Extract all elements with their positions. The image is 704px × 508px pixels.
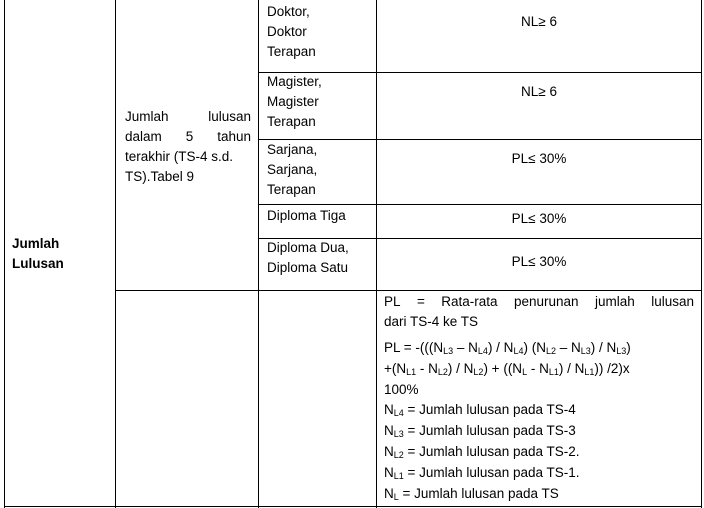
target-sarjana: PL≤ 30%	[511, 151, 567, 166]
level-diploma-dua-satu: Diploma Dua, Diploma Satu	[267, 240, 349, 275]
target-diploma-dua-satu: PL≤ 30%	[511, 254, 567, 269]
criterion-label: Jumlah Lulusan	[12, 236, 64, 271]
level-diploma-tiga: Diploma Tiga	[267, 208, 346, 223]
level-magister: Magister, Magister Terapan	[267, 74, 322, 129]
level-doktor: Doktor, Doktor Terapan	[267, 4, 316, 59]
target-doktor: NL≥ 6	[521, 14, 557, 29]
pl-definition: PL = Rata-rata penurunan jumlah lulusan	[384, 294, 694, 309]
target-diploma-tiga: PL≤ 30%	[511, 211, 567, 226]
definition-nl3: $N_{L3}$ = Jumlah lulusan pada TS-3	[384, 423, 576, 439]
description-text: Jumlah lulusan dalam 5 tahun terakhir (TS-4 s.d. TS).Tabel 9	[125, 109, 251, 184]
definition-nl4: $N_{L4}$ = Jumlah lulusan pada TS-4	[384, 402, 576, 418]
level-sarjana: Sarjana, Sarjana, Terapan	[267, 142, 318, 197]
definition-nl1: $N_{L1}$ = Jumlah lulusan pada TS-1.	[384, 465, 580, 481]
symbol-definitions	[384, 400, 694, 505]
pl-formula: PL = $-(((N_{L3} - N_{L4}) / N_{L4})$ $(N_{L2} - N_{L3}) / N_{L3}$) $+(N_{L1} - N_{L2}) / N_{L2}) + ((N_L - N_{L1}) / N_{L1})$) /2)x 100%	[384, 340, 631, 397]
definition-nl2: $N_{L2}$ = Jumlah lulusan pada TS-2.	[384, 444, 580, 460]
definition-nl: $N_L$ = Jumlah lulusan pada TS	[384, 486, 559, 502]
target-magister: NL≥ 6	[521, 84, 557, 99]
formula-block: PL = Rata-rata penurunan jumlah lulusan dari TS-4 ke TS PL = $-(((N_{L3} - N_{L4}) / N_{L4})$ $(N_{L2} - N_{L3}) / N_{L3}$) $+(N_{L1} - N_{L2}) / N_{L2}) + ((N_L - N_{L1}) / N_{L1})$) /2)x 100% $N_{L4}$ = Jumlah lulusan pada TS-4 $N_{L3}$ = Jumlah lulusan pada TS-3 $N_{L2}$ = Jumlah lulusan pada TS-2. $N_{L1}$ = Jumlah lulusan pada TS-1. $N_L$ = Jumlah lulusan pada TS	[384, 292, 694, 505]
